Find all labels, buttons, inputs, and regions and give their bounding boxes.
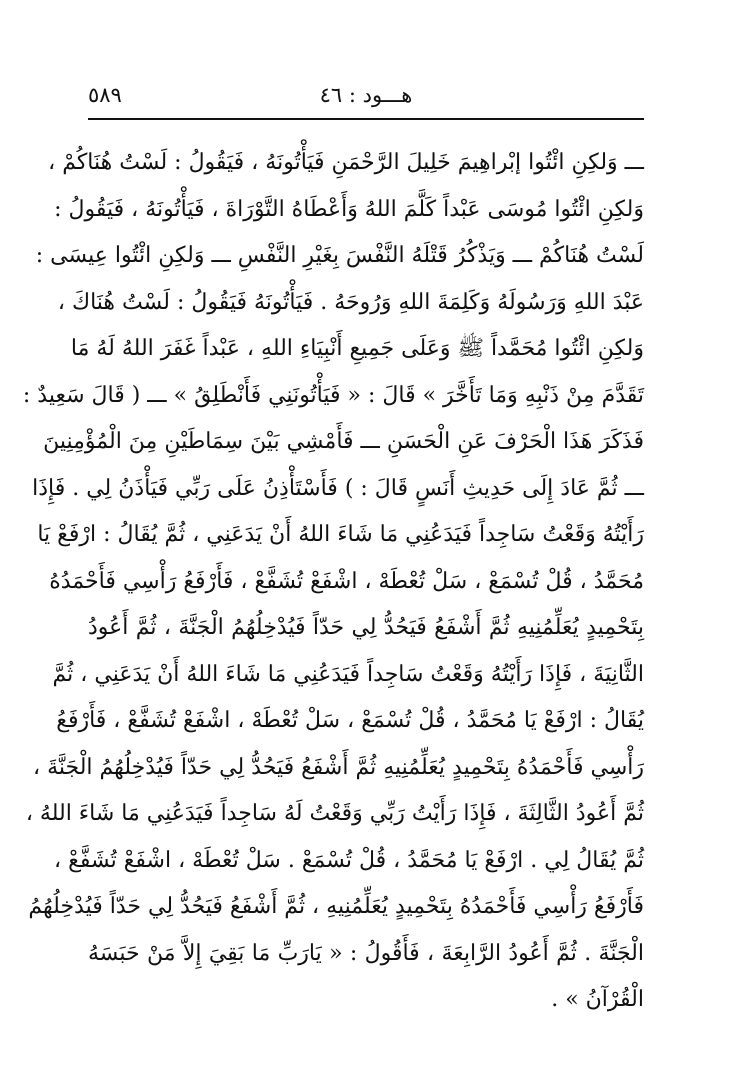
header-divider bbox=[88, 118, 644, 120]
text-line: فَذَكَرَ هَذَا الْحَرْفَ عَنِ الْحَسَنِ ـــ فَأَمْشِي بَيْنَ سِمَاطَيْنِ مِنَ الْمُؤْمِنِينَ bbox=[43, 429, 644, 454]
text-line: وَلكِنِ ائْتُوا مُوسَى عَبْداً كَلَّمَ اللهُ وَأَعْطَاهُ التَّوْرَاةَ ، فَيَأْتُونَهُ ، فَيَقُولُ : bbox=[54, 196, 644, 222]
text-line: لَسْتُ هُنَاكُمْ ـــ وَيَذْكُرُ قَتْلَهُ النَّفْسَ بِغَيْرِ النَّفْسِ ـــ وَلكِنِ ائْتُوا عِيسَى : bbox=[35, 243, 644, 268]
text-line: الْجَنَّةَ . ثُمَّ أَعُودُ الرَّابِعَةَ ، فَأَقُولُ : « يَارَبِّ مَا بَقِيَ إِلاَّ مَنْ حَبَسَهُ bbox=[88, 940, 644, 966]
text-line: بِتَحْمِيدٍ يُعَلِّمُنِيهِ ثُمَّ أَشْفَعُ فَيَحُدُّ لِي حَدّاً فَيُدْخِلُهُمُ الْجَنَّةَ ، ثُمَّ أَعُودُ bbox=[88, 615, 644, 640]
text-line: يُقَالُ : ارْفَعْ يَا مُحَمَّدُ ، قُلْ تُسْمَعْ ، سَلْ تُعْطَهْ ، اشْفَعْ تُشَفَّعْ ، فَأَرْفَعُ bbox=[56, 708, 644, 733]
chapter-reference: هـــود : ٤٦ bbox=[319, 83, 413, 107]
text-line: ثُمَّ يُقَالُ لِي . ارْفَعْ يَا مُحَمَّدُ ، قُلْ تُسْمَعْ . سَلْ تُعْطَهْ ، اشْفَعْ تُشَفَّعْ ، bbox=[54, 847, 644, 873]
main-text bbox=[22, 140, 644, 1024]
page-header bbox=[88, 80, 644, 114]
text-line: رَأْسِي فَأَحْمَدُهُ بِتَحْمِيدٍ يُعَلِّمُنِيهِ ثُمَّ أَشْفَعُ فَيَحُدُّ لِي حَدّاً فَيُدْخِلُهُمُ الْجَنَّةَ ، bbox=[33, 754, 644, 780]
text-line-last: الْقُرْآنُ » . bbox=[551, 987, 644, 1012]
text-line: مُحَمَّدُ ، قُلْ تُسْمَعْ ، سَلْ تُعْطَهْ ، اشْفَعْ تُشَفَّعْ ، فَأَرْفَعُ رَأْسِي فَأَحْمَدُهُ bbox=[49, 568, 644, 594]
text-line: الثَّانِيَةَ ، فَإِذَا رَأَيْتُهُ وَقَعْتُ سَاجِداً فَيَدَعُنِي مَا شَاءَ اللهُ أَنْ يَدَعَنِي ، ثُمَّ bbox=[52, 661, 644, 687]
text-line: ثُمَّ أَعُودُ الثَّالِثَةَ ، فَإِذَا رَأَيْتُ رَبِّي وَقَعْتُ لَهُ سَاجِداً فَيَدَعُنِي مَا شَاءَ اللهُ ، bbox=[25, 801, 644, 826]
text-line: تَقَدَّمَ مِنْ ذَنْبِهِ وَمَا تَأَخَّرَ » قَالَ : « فَيَأْتُونَنِي فَأَنْطَلِقُ » ـــ ( قَالَ سَعِيدٌ : bbox=[22, 382, 644, 408]
text-line: ـــ ثُمَّ عَادَ إِلَى حَدِيثِ أَنَسٍ قَالَ : ) فَأَسْتَأْذِنُ عَلَى رَبِّي فَيَأْذَنُ لِي . فَإِذَا bbox=[32, 475, 644, 501]
text-line: فَأَرْفَعُ رَأْسِي فَأَحْمَدُهُ بِتَحْمِيدٍ يُعَلِّمُنِيهِ ، ثُمَّ أَشْفَعُ فَيَحُدُّ لِي حَدّاً فَيُدْخِلُهُمُ bbox=[28, 894, 644, 919]
page-number: ٥٨٩ bbox=[88, 83, 122, 107]
text-line: رَأَيْتُهُ وَقَعْتُ سَاجِداً فَيَدَعُنِي مَا شَاءَ اللهُ أَنْ يَدَعَنِي ، ثُمَّ يُقَالُ : ارْفَعْ يَا bbox=[37, 522, 644, 547]
text-line: وَلكِنِ ائْتُوا مُحَمَّداً ﷺ وَعَلَى جَمِيعِ أَنْبِيَاءِ اللهِ ، عَبْداً غَفَرَ اللهُ لَهُ مَا bbox=[70, 336, 644, 361]
text-line: ـــ وَلكِنِ ائْتُوا إبْراهِيمَ خَلِيلَ الرَّحْمَنِ فَيَأْتُونَهُ ، فَيَقُولُ : لَسْتُ هُنَاكُمْ ، bbox=[48, 150, 644, 175]
text-line: عَبْدَ اللهِ وَرَسُولَهُ وَكَلِمَةَ اللهِ وَرُوحَهُ . فَيَأْتُونَهُ فَيَقُولُ : لَسْتُ هُنَاكَ ، bbox=[57, 289, 644, 315]
